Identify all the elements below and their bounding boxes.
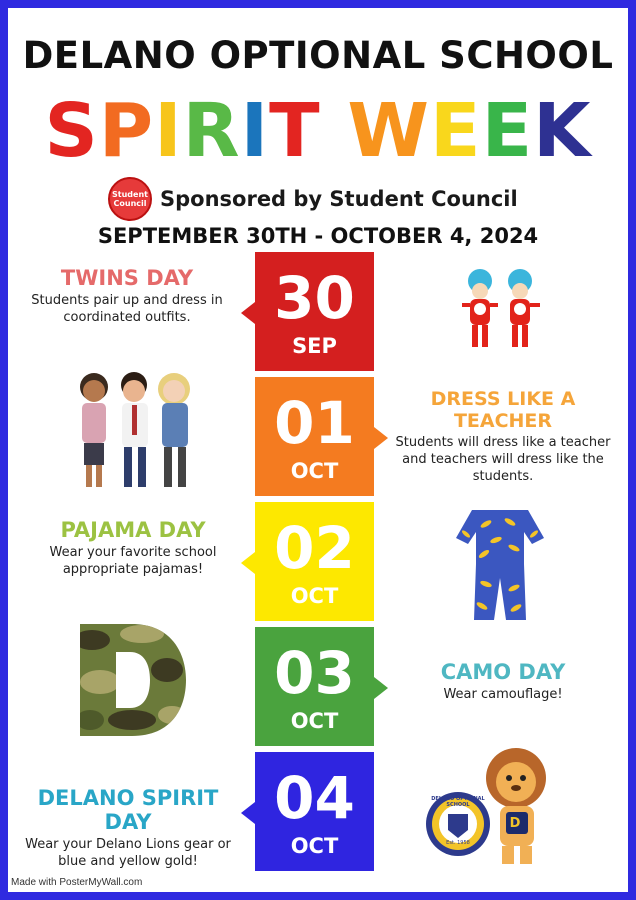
pointer-arrow [241, 302, 255, 324]
event-pajama-day [28, 518, 238, 578]
spirit-letter: S [44, 88, 99, 174]
twins-image [456, 263, 546, 355]
event-description: Wear your Delano Lions gear or blue and yellow gold! [25, 837, 231, 869]
spirit-letter: W [347, 88, 431, 174]
date-range: SEPTEMBER 30TH - OCTOBER 4, 2024 [97, 224, 539, 248]
event-title: PAJAMA DAY [60, 518, 206, 542]
spirit-letter: I [154, 88, 183, 174]
event-title: DELANO SPIRIT DAY [37, 786, 219, 834]
day-number: 01 [274, 389, 355, 457]
spirit-letter: E [481, 88, 534, 174]
day-number: 02 [274, 514, 355, 582]
event-delano-spirit-day [12, 786, 244, 870]
day-month: SEP [292, 334, 337, 358]
sponsor-row [108, 178, 518, 220]
day-block-03 [255, 627, 374, 746]
spirit-letter: P [98, 88, 155, 174]
spirit-week-title [8, 86, 628, 176]
council-logo-text: Student Council [112, 190, 148, 208]
footer-credit: Made with PosterMyWall.com [11, 877, 143, 888]
day-block-01 [255, 377, 374, 496]
day-month: OCT [290, 584, 339, 608]
spirit-letter: E [430, 88, 482, 174]
event-camo-day [408, 660, 598, 703]
sponsor-text: Sponsored by Student Council [160, 187, 518, 211]
spirit-letter: T [269, 88, 321, 174]
lion-mascot [486, 748, 546, 864]
day-block-02 [255, 502, 374, 621]
day-block-30 [255, 252, 374, 371]
poster [8, 8, 628, 892]
spirit-letter: I [240, 88, 270, 174]
day-block-04 [255, 752, 374, 871]
day-month: OCT [290, 709, 339, 733]
event-description: Wear your favorite school appropriate pajamas! [49, 545, 217, 577]
event-dress-like-teacher [382, 388, 624, 485]
event-title: CAMO DAY [440, 660, 566, 684]
student-council-logo [108, 177, 152, 221]
day-month: OCT [290, 834, 339, 858]
spirit-letter: K [533, 88, 592, 174]
event-description: Students will dress like a teacher and teachers will dress like the students. [395, 435, 611, 484]
pointer-arrow [374, 677, 388, 699]
event-title: TWINS DAY [60, 266, 194, 290]
day-number: 30 [274, 264, 355, 332]
jersey-letter: D [509, 816, 521, 831]
event-title: DRESS LIKE A TEACHER [430, 388, 576, 432]
seal-text: DELANO OPTIONAL SCHOOL [431, 796, 485, 808]
event-twins-day [16, 266, 238, 326]
spirit-letter: R [182, 88, 241, 174]
day-number: 03 [274, 639, 355, 707]
teachers-image [70, 363, 200, 495]
event-description: Students pair up and dress in coordinated outfits. [31, 293, 223, 325]
spirit-letter [321, 86, 348, 176]
pajamas-image [452, 504, 548, 624]
school-name: DELANO OPTIONAL SCHOOL [22, 34, 614, 77]
pointer-arrow [241, 552, 255, 574]
camo-d-image [72, 620, 190, 740]
day-month: OCT [290, 459, 339, 483]
day-number: 04 [274, 764, 355, 832]
event-description: Wear camouflage! [443, 687, 563, 702]
seal-year: Est. 1958 [446, 840, 470, 846]
